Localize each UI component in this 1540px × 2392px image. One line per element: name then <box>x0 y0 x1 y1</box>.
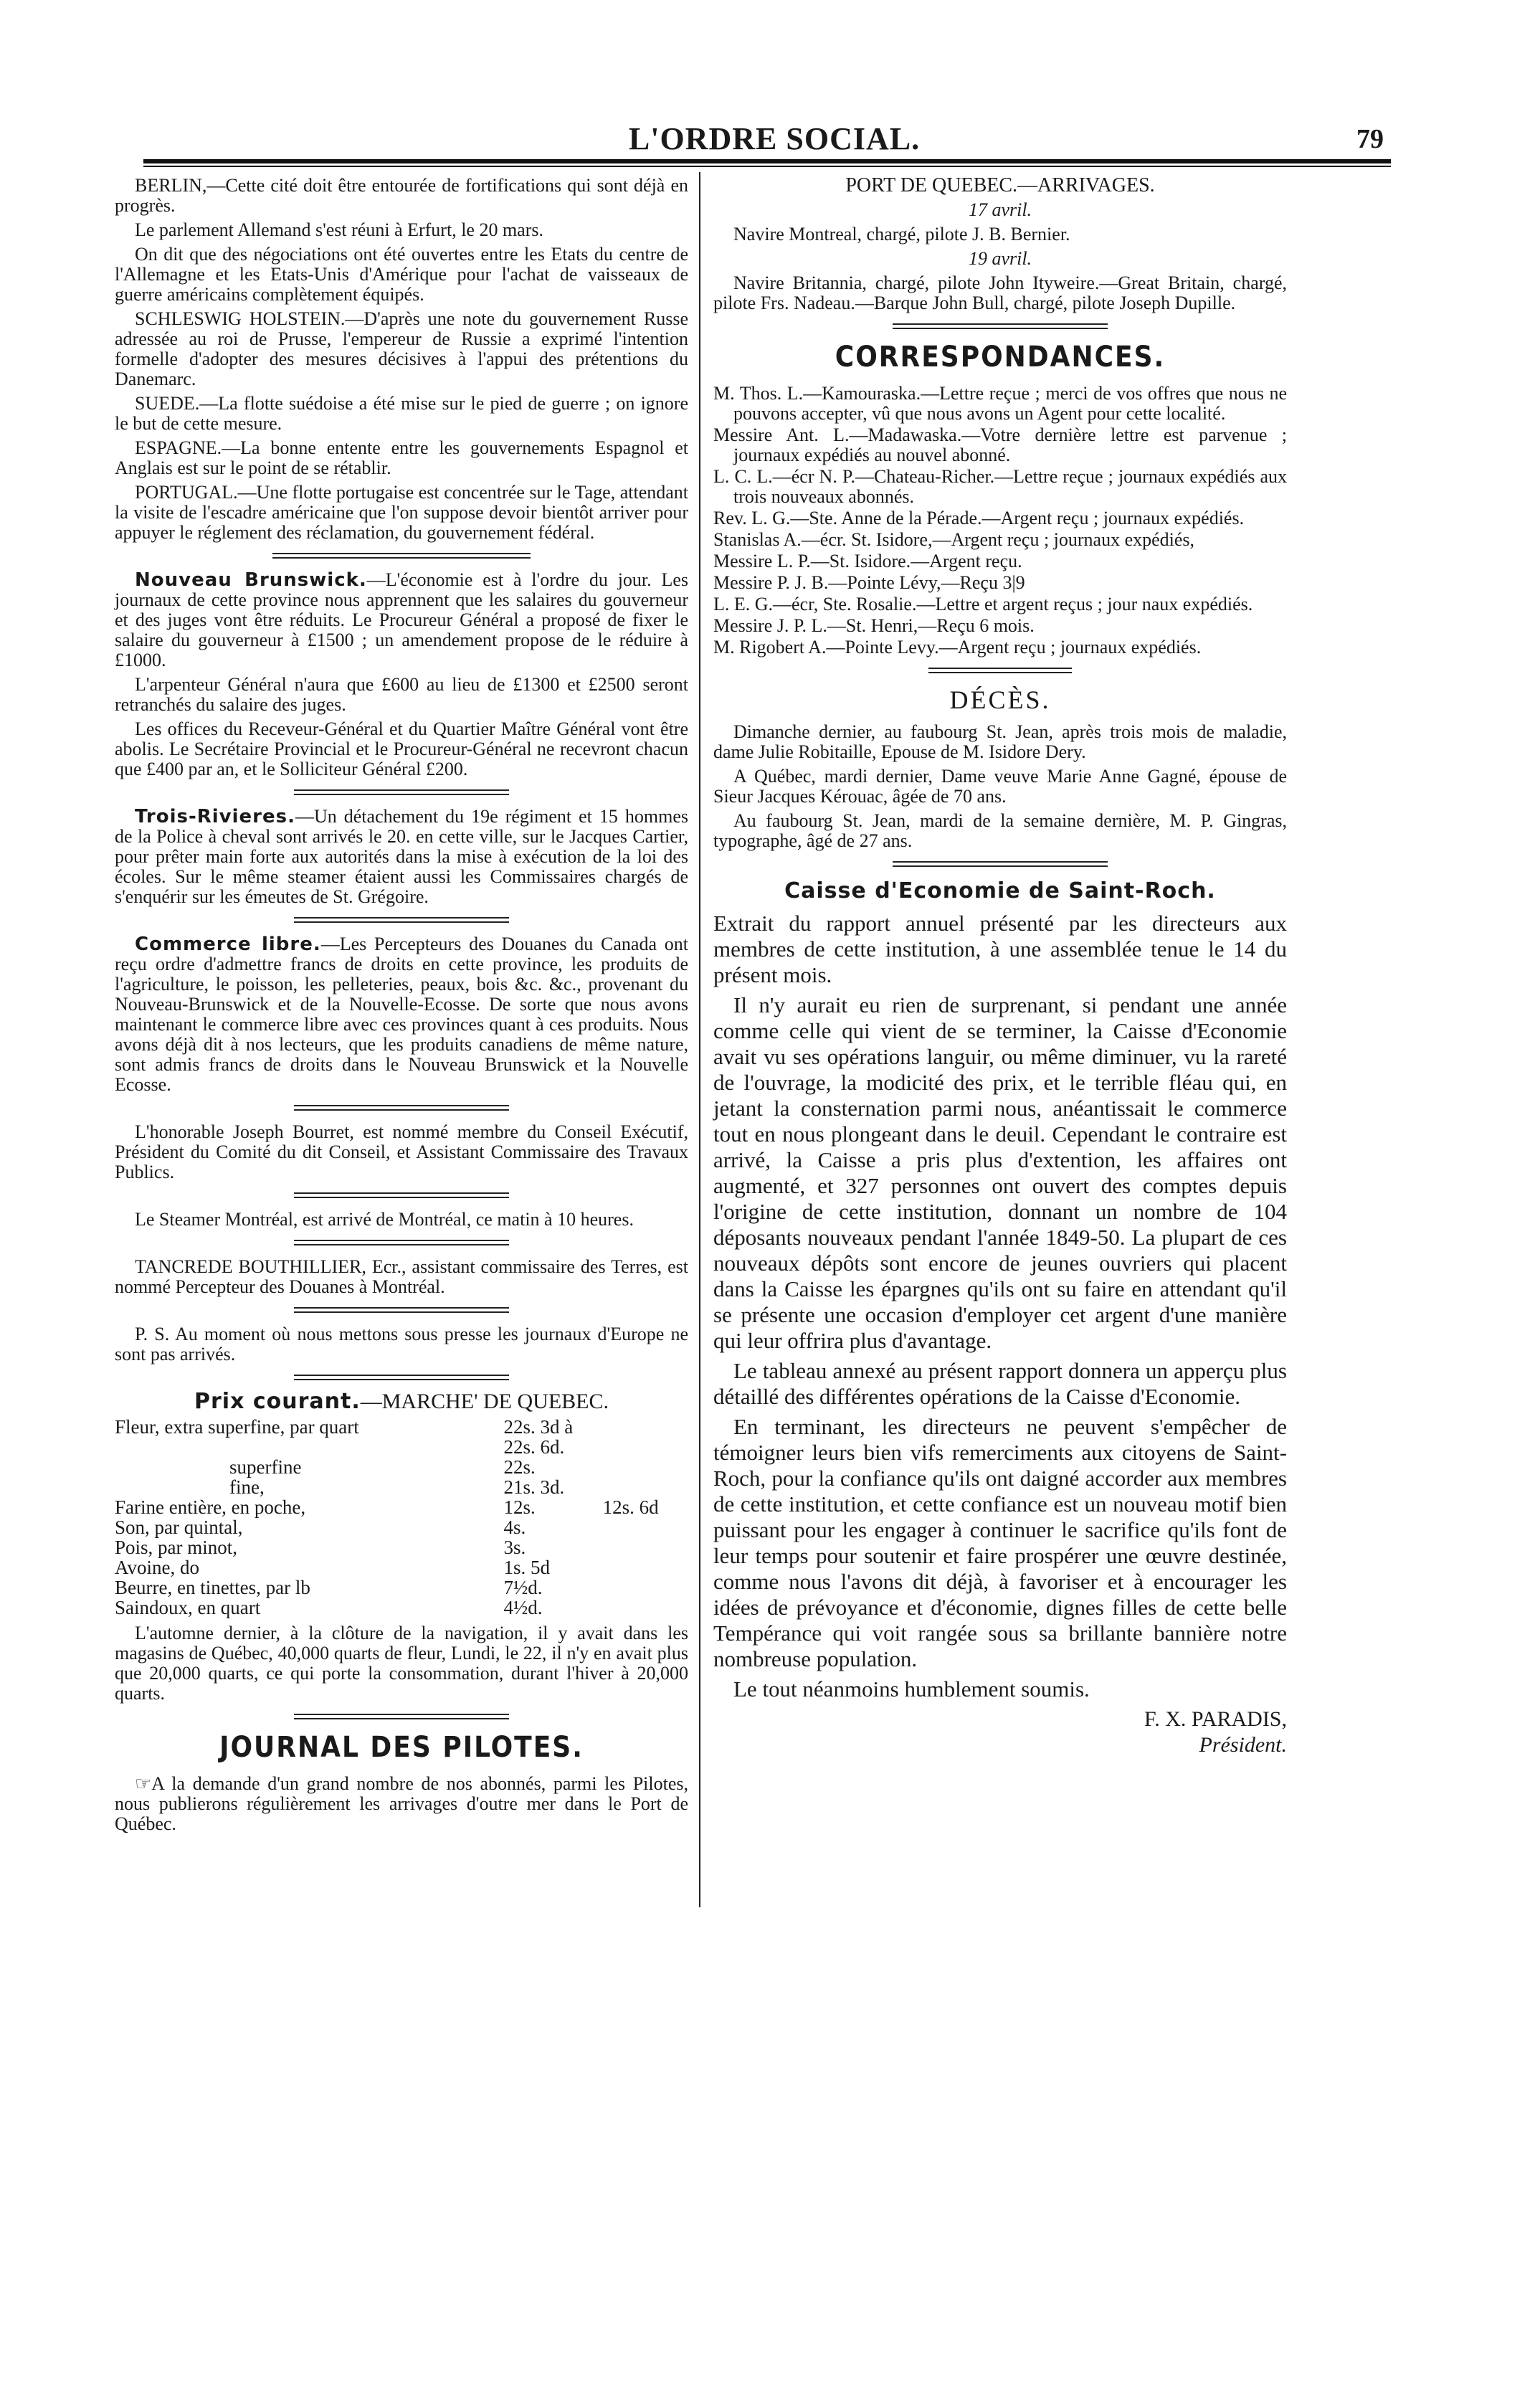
price-item: Pois, par minot, <box>115 1537 238 1558</box>
price-row <box>115 1497 688 1517</box>
price-value: 4s. <box>503 1517 526 1538</box>
signature-title: Président. <box>1199 1733 1287 1757</box>
price-item: Fleur, extra superfine, par quart <box>115 1416 359 1438</box>
correspondance-item: Messire Ant. L.—Madawaska.—Votre dernière lettre est parvenue ; journaux expédiés au nouvel abonné. <box>713 424 1287 465</box>
section-text: —Les Percepteurs des Douanes du Canada ont reçu ordre d'admettre francs de droits en cette province, les produits de l'agriculture, le poisson, les pelleteries, peaux, bois &c. &c., provenant du Nouveau-Brunswick et de la Nouvelle-Ecosse. De sorte que nous avons maintenant le commerce libre avec ces provinces quant à ces produits. Nous avons déjà dit à nos lecteurs, que les produits canadiens de même nature, sont admis francs de droits dans le Nouveau Brunswick et la Nouvelle Ecosse. <box>115 934 689 1095</box>
price-row <box>115 1537 688 1557</box>
price-value <box>603 1477 688 1497</box>
news-negociations: On dit que des négociations ont été ouvertes entre les Etats du centre de l'Allemagne et les Etats-Unis d'Amérique pour l'achat de vaisseaux de guerre américains complètement équipés. <box>115 244 688 305</box>
price-item: Son, par quintal, <box>115 1517 243 1538</box>
section-heading: DÉCÈS. <box>949 685 1051 714</box>
page-number: 79 <box>1356 124 1384 154</box>
separator <box>294 1306 509 1316</box>
separator <box>294 1191 509 1201</box>
section-text: —Un détachement du 19e régiment et 15 hommes de la Police à cheval sont arrivés le 20. en cette ville, sur le Jacques Cartier, pour prêter main forte aux autorités dans la mise à exécution de la loi des écoles. Sur le même steamer étaient aussi les Commissaires chargés de s'enquérir sur les émeutes de St. Grégoire. <box>115 806 688 907</box>
section-text: ☞A la demande d'un grand nombre de nos abonnés, parmi les Pilotes, nous publierons régulièrement les arrivages d'outre mer dans le Port de Québec. <box>115 1773 688 1834</box>
separator <box>294 1373 509 1383</box>
port-arrival: Navire Britannia, chargé, pilote John Ityweire.—Great Britain, chargé, pilote Frs. Nadeau.—Barque John Bull, chargé, pilote Joseph Dupille. <box>713 272 1287 313</box>
section-heading: Trois-Rivieres. <box>135 806 295 827</box>
section-text: Les offices du Receveur-Général et du Quartier Maître Général vont être abolis. Le Secrétaire Provincial et le Procureur-Général ne recevront chacun que £400 par an, et le Solliciteur Général £200. <box>115 718 688 779</box>
price-item: fine, <box>229 1476 265 1498</box>
price-item: Farine entière, en poche, <box>115 1496 306 1518</box>
price-value: 3s. <box>503 1537 526 1558</box>
steamer-notice: Le Steamer Montréal, est arrivé de Montréal, ce matin à 10 heures. <box>135 1209 634 1230</box>
correspondance-item: Messire L. P.—St. Isidore.—Argent reçu. <box>713 551 1022 571</box>
nouveau-brunswick-section <box>115 570 688 779</box>
separator <box>893 860 1108 870</box>
correspondance-item: Messire J. P. L.—St. Henri,—Reçu 6 mois. <box>713 615 1035 636</box>
price-value <box>603 1577 688 1598</box>
caisse-intro: Extrait du rapport annuel présenté par les directeurs aux membres de cette institution, à une assemblée tenue le 14 du présent mois. <box>713 911 1287 987</box>
price-value <box>603 1557 688 1577</box>
news-parlement: Le parlement Allemand s'est réuni à Erfurt, le 20 mars. <box>135 219 543 240</box>
separator <box>928 666 1072 676</box>
correspondance-item: M. Rigobert A.—Pointe Levy.—Argent reçu ; journaux expédiés. <box>713 637 1202 658</box>
price-item: superfine <box>229 1456 302 1478</box>
right-column <box>713 176 1287 1758</box>
price-item: Saindoux, en quart <box>115 1597 261 1618</box>
journal-pilotes-section <box>115 1731 688 1834</box>
price-value <box>603 1517 688 1537</box>
price-item: Avoine, do <box>115 1557 199 1578</box>
page-title: L'ORDRE SOCIAL. <box>628 121 921 156</box>
section-text: —L'économie est à l'ordre du jour. Les journaux de cette province nous apprennent que les salaires du gouverneur et des juges vont être réduits. Le Procureur Général a proposé de fixer le salaire du gouverneur à £1500 ; un amendement propose de le réduire à £1000. <box>115 569 689 670</box>
masthead <box>165 120 1384 161</box>
section-heading: PORT DE QUEBEC.—ARRIVAGES. <box>845 174 1155 196</box>
port-section <box>713 176 1287 313</box>
port-date: 19 avril. <box>968 248 1032 269</box>
price-row <box>115 1457 688 1477</box>
correspondances-section <box>713 341 1287 658</box>
caisse-section <box>713 878 1287 1758</box>
section-heading: Prix courant. <box>194 1389 361 1414</box>
price-row <box>115 1477 688 1497</box>
deces-section <box>713 685 1287 851</box>
news-suede: SUEDE.—La flotte suédoise a été mise sur le pied de guerre ; on ignore le but de cette mesure. <box>115 393 688 434</box>
deces-item: Dimanche dernier, au faubourg St. Jean, après trois mois de maladie, dame Julie Robitaille, Epouse de M. Isidore Dery. <box>713 721 1287 762</box>
trois-rivieres-section <box>115 807 688 907</box>
correspondance-item: M. Thos. L.—Kamouraska.—Lettre reçue ; merci de vos offres que nous ne pouvons accepter, vû que nous avons un Agent pour cette localité. <box>713 383 1287 424</box>
separator <box>294 788 509 798</box>
deces-item: A Québec, mardi dernier, Dame veuve Marie Anne Gagné, épouse de Sieur Jacques Kérouac, âgée de 70 ans. <box>713 766 1287 807</box>
masthead-rule <box>143 159 1391 163</box>
price-value <box>603 1537 688 1557</box>
commerce-libre-section <box>115 934 688 1095</box>
foreign-news <box>115 176 688 543</box>
price-value: 12s. <box>503 1496 536 1518</box>
price-value: 4½d. <box>503 1597 543 1618</box>
section-heading: Caisse d'Economie de Saint-Roch. <box>784 878 1216 903</box>
news-berlin: BERLIN,—Cette cité doit être entourée de fortifications qui sont déjà en progrès. <box>115 175 688 216</box>
correspondance-item: Rev. L. G.—Ste. Anne de la Pérade.—Argent reçu ; journaux expédiés. <box>713 508 1245 528</box>
separator <box>893 322 1108 332</box>
port-arrival: Navire Montreal, chargé, pilote J. B. Bernier. <box>733 224 1070 245</box>
separator <box>272 551 531 561</box>
price-value <box>603 1598 688 1618</box>
tancrede-notice: TANCREDE BOUTHILLIER, Ecr., assistant commissaire des Terres, est nommé Percepteur des Douanes à Montréal. <box>115 1256 688 1297</box>
price-value: 7½d. <box>503 1577 543 1598</box>
ps-notice: P. S. Au moment où nous mettons sous presse les journaux d'Europe ne sont pas arrivés. <box>115 1324 688 1365</box>
deces-item: Au faubourg St. Jean, mardi de la semaine dernière, M. P. Gingras, typographe, âgé de 27 ans. <box>713 810 1287 851</box>
separator <box>294 1104 509 1114</box>
left-column <box>115 176 688 1838</box>
price-value: 12s. 6d <box>602 1496 659 1518</box>
price-value <box>603 1417 688 1457</box>
port-date: 17 avril. <box>968 199 1032 220</box>
caisse-closing: Le tout néanmoins humblement soumis. <box>733 1676 1090 1702</box>
price-item: Beurre, en tinettes, par lb <box>115 1577 310 1598</box>
news-portugal: PORTUGAL.—Une flotte portugaise est concentrée sur le Tage, attendant la visite de l'escadre américaine que l'on suppose devoir bientôt arriver pour appuyer le réglement des réclamation, du gouvernement fédéral. <box>115 482 688 543</box>
section-subheading: —MARCHE' DE QUEBEC. <box>360 1390 609 1413</box>
price-row <box>115 1598 688 1618</box>
section-heading: Commerce libre. <box>135 934 321 955</box>
column-divider <box>699 172 700 1907</box>
caisse-paragraph: Le tableau annexé au présent rapport donnera un apperçu plus détaillé des différentes opérations de la Caisse d'Economie. <box>713 1358 1287 1409</box>
caisse-paragraph: Il n'y aurait eu rien de surprenant, si pendant une année comme celle qui vient de se terminer, la Caisse d'Economie avait vu ses opérations languir, ou même diminuer, vu la rareté de l'ouvrage, la modicité des prix, et le terrible fléau qui, en jetant la consternation parmi nous, anéantissait le commerce tout en nous plongeant dans le deuil. Cependant le contraire est arrivé, la Caisse a pris plus d'extention, les affaires ont augmenté, et 327 personnes ont ouvert des comptes depuis l'origine de cette institution, donnant un nombre de 104 déposants nouveaux pendant l'année 1849-50. La plupart de ces nouveaux dépôts sont encore de jeunes ouvriers qui placent dans la Caisse les épargnes qu'ils ont su faire en attendant qu'il se présente une occasion d'employer cet argent d'une manière qui leur offrira plus d'avantage. <box>713 992 1287 1353</box>
section-text: L'arpenteur Général n'aura que £600 au lieu de £1300 et £2500 seront retranchés du salaire des juges. <box>115 674 688 715</box>
price-note: L'automne dernier, à la clôture de la navigation, il y avait dans les magasins de Québec, 40,000 quarts de fleur, Lundi, le 22, il n'y en avait plus que 20,000 quarts, ce qui porte la consommation, durant l'hiver à 20,000 quarts. <box>115 1623 688 1704</box>
price-table <box>115 1417 688 1618</box>
price-row <box>115 1517 688 1537</box>
correspondance-item: Messire P. J. B.—Pointe Lévy,—Reçu 3|9 <box>713 572 1025 593</box>
correspondance-item: L. C. L.—écr N. P.—Chateau-Richer.—Lettre reçue ; journaux expédiés aux trois nouveaux abonnés. <box>713 466 1287 507</box>
separator <box>294 1238 509 1248</box>
price-value: 22s. 3d à 22s. 6d. <box>503 1416 574 1458</box>
section-heading: JOURNAL DES PILOTES. <box>219 1731 584 1764</box>
prix-courant-section <box>115 1389 688 1704</box>
price-value <box>603 1457 688 1477</box>
news-espagne: ESPAGNE.—La bonne entente entre les gouvernements Espagnol et Anglais est sur le point de se rétablir. <box>115 437 688 478</box>
separator <box>294 1712 509 1722</box>
price-value: 22s. <box>503 1456 536 1478</box>
caisse-paragraph: En terminant, les directeurs ne peuvent s'empêcher de témoigner leurs bien vifs remerciments aux citoyens de Saint-Roch, pour la confiance qu'ils ont daigné accorder aux membres de cette institution, et cette confiance est un nouveau motif bien puissant pour les engager à continuer le sacrifice qu'ils font de leur temps pour soutenir et faire prospérer une œuvre destinée, comme nous l'avons dit déjà, à favoriser et à encourager les idées de prévoyance et d'économie, dignes filles de cette belle Tempérance qui voit rangée sous sa brillante bannière notre nombreuse population. <box>713 1414 1287 1671</box>
price-row <box>115 1417 688 1457</box>
masthead-rule-thin <box>143 166 1391 167</box>
price-row <box>115 1557 688 1577</box>
price-value: 21s. 3d. <box>503 1476 565 1498</box>
section-heading: CORRESPONDANCES. <box>835 341 1166 374</box>
correspondance-item: Stanislas A.—écr. St. Isidore,—Argent reçu ; journaux expédiés, <box>713 529 1195 550</box>
news-schleswig: SCHLESWIG HOLSTEIN.—D'après une note du gouvernement Russe adressée au roi de Prusse, l'empereur de Russie a exprimé l'intention formelle d'adopter des mesures décisives à l'appui des prétentions du Danemarc. <box>115 308 688 389</box>
separator <box>294 916 509 926</box>
signature: F. X. PARADIS, <box>1144 1707 1287 1731</box>
section-heading: Nouveau Brunswick. <box>135 569 367 591</box>
bourret-notice: L'honorable Joseph Bourret, est nommé membre du Conseil Exécutif, Président du Comité du dit Conseil, et Assistant Commissaire des Travaux Publics. <box>115 1121 688 1182</box>
correspondance-item: L. E. G.—écr, Ste. Rosalie.—Lettre et argent reçus ; jour naux expédiés. <box>713 594 1253 614</box>
price-row <box>115 1577 688 1598</box>
price-value: 1s. 5d <box>503 1557 551 1578</box>
